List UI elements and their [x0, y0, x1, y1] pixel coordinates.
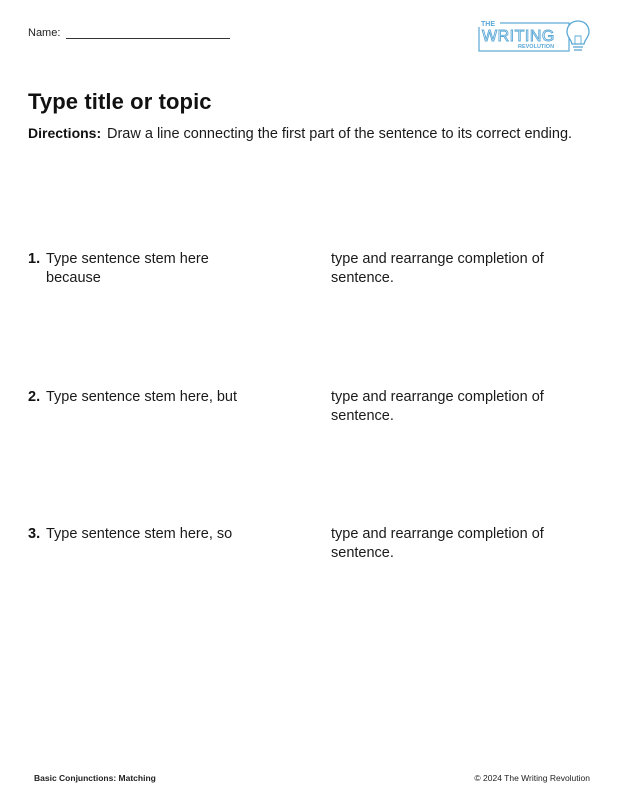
name-field — [28, 27, 230, 39]
item-3-number: 3. — [28, 526, 41, 542]
writing-revolution-logo — [478, 17, 592, 55]
item-2-number: 2. — [28, 389, 41, 405]
logo-the-text: THE — [481, 21, 495, 28]
item-3-completion[interactable]: type and rearrange completion of sentence. — [331, 526, 544, 561]
page-title: Type title or topic — [28, 89, 212, 114]
footer-copyright: © 2024 The Writing Revolution — [474, 773, 590, 783]
logo-revolution-text: REVOLUTION — [518, 44, 555, 50]
name-label: Name: — [28, 27, 61, 39]
name-blank-line[interactable] — [66, 28, 230, 39]
item-1-completion[interactable]: type and rearrange completion of sentence. — [331, 251, 544, 286]
item-1-stem[interactable]: Type sentence stem here because — [46, 251, 209, 286]
item-2-stem[interactable]: Type sentence stem here, but — [46, 389, 238, 405]
item-1-number: 1. — [28, 251, 41, 267]
item-2-completion[interactable]: type and rearrange completion of sentence. — [331, 389, 544, 424]
logo-writing-text: WRITING — [482, 28, 555, 45]
item-3-stem[interactable]: Type sentence stem here, so — [46, 526, 233, 542]
directions-label: Directions: — [28, 125, 102, 141]
footer-worksheet-name: Basic Conjunctions: Matching — [34, 773, 156, 783]
directions-text: Draw a line connecting the first part of the sentence to its correct ending. — [107, 126, 573, 142]
lightbulb-icon — [567, 21, 589, 50]
